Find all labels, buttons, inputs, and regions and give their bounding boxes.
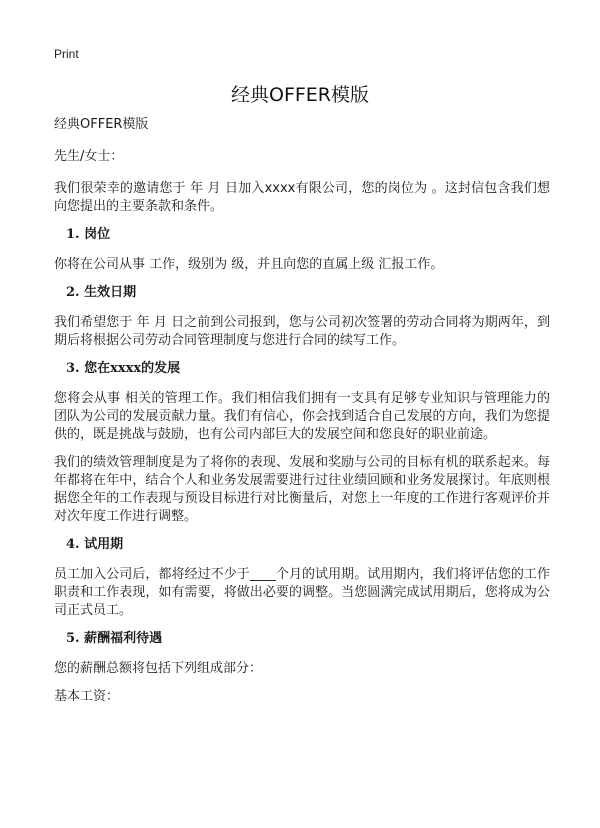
probation-paragraph bbox=[54, 566, 550, 620]
document-body bbox=[54, 116, 550, 716]
probation-text-before: 员工加入公司后，都将经过不少于 bbox=[54, 567, 250, 582]
section-heading-compensation: 5. 薪酬福利待遇 bbox=[66, 631, 163, 646]
compensation-paragraph-2: 基本工资： bbox=[54, 689, 120, 704]
print-link[interactable]: Print bbox=[54, 47, 79, 61]
document-title: 经典OFFER模版 bbox=[230, 84, 370, 106]
section-heading-development: 3. 您在xxxx的发展 bbox=[66, 361, 181, 376]
probation-blank: ____ bbox=[249, 567, 276, 582]
compensation-paragraph-1: 您的薪酬总额将包括下列组成部分： bbox=[54, 661, 263, 676]
intro-paragraph: 我们很荣幸的邀请您于 年 月 日加入xxxx有限公司，您的岗位为 。这封信包含我们想向您提出的主要条款和条件。 bbox=[54, 181, 550, 214]
development-paragraph-1: 您将会从事 相关的管理工作。我们相信我们拥有一支具有足够专业知识与管理能力的团队为公司的发展贡献力量。我们有信心，你会找到适合自己发展的方向，我们为您提供的，既是挑战与鼓励，也有公司内部巨大的发展空间和您良好的职业前途。 bbox=[54, 391, 550, 442]
position-paragraph: 你将在公司从事 工作，级别为 级，并且向您的直属上级 汇报工作。 bbox=[54, 257, 444, 272]
section-heading-position: 1. 岗位 bbox=[66, 227, 111, 242]
section-heading-effective-date: 2. 生效日期 bbox=[66, 285, 137, 300]
probation-text-after: 个月的试用期。试用期内，我们将评估您的工作职责和工作表现，如有需要，将做出必要的调整。当您圆满完成试用期后，您将成为公司正式员工。 bbox=[54, 567, 550, 618]
section-heading-probation: 4. 试用期 bbox=[66, 537, 124, 552]
effective-date-paragraph: 我们希望您于 年 月 日之前到公司报到，您与公司初次签署的劳动合同将为期两年，到期后将根据公司劳动合同管理制度与您进行合同的续写工作。 bbox=[54, 315, 550, 348]
document-subtitle: 经典OFFER模版 bbox=[54, 117, 149, 132]
development-paragraph-2: 我们的绩效管理制度是为了将你的表现、发展和奖励与公司的目标有机的联系起来。每年都将在年中，结合个人和业务发展需要进行过往业绩回顾和业务发展探讨。年底则根据您全年的工作表现与预设目标进行对比衡量后，对您上一年度的工作进行客观评价并对次年度工作进行调整。 bbox=[54, 455, 550, 524]
greeting: 先生/女士： bbox=[54, 149, 124, 164]
